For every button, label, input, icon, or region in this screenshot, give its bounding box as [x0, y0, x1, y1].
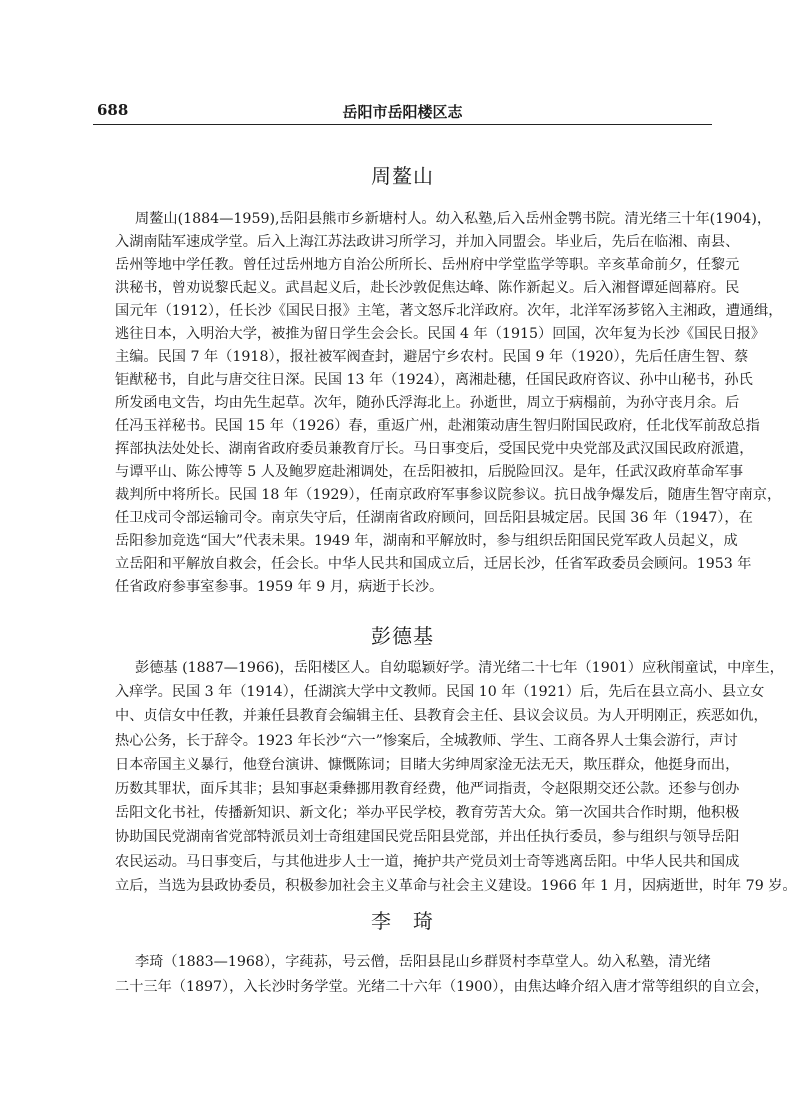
- text-line: 岳阳文化书社，传播新知识、新文化；举办平民学校，教育劳苦大众。第一次国共合作时期，他积极: [115, 805, 740, 822]
- text-line: 协助国民党湖南省党部特派员刘士奇组建国民党岳阳县党部，并出任执行委员，参与组织与领导岳阳: [115, 829, 740, 846]
- biography-title: 彭德基: [371, 624, 434, 648]
- text-line: 任省政府参事室参事。1959 年 9 月，病逝于长沙。: [115, 579, 444, 595]
- biography-title: 周鳌山: [371, 164, 434, 188]
- text-line: 中、贞信女中任教，并兼任县教育会编辑主任、县教育会主任、县议会议员。为人开明刚正，疾恶如仇，: [115, 708, 768, 725]
- text-line: 二十三年（1897），入长沙时务学堂。光绪二十六年（1900），由焦达峰介绍入唐才常等组织的自立会，: [115, 978, 769, 995]
- text-line: 裁判所中将所长。民国 18 年（1929），任南京政府军事参议院参议。抗日战争爆发后，随唐生智守南京，: [115, 487, 782, 503]
- biography-paragraph: [115, 656, 797, 898]
- text-line: 洪秘书，曾劝说黎氏起义。武昌起义后，赴长沙敦促焦达峰、陈作新起义。后入湘督谭延闿幕府。民: [115, 280, 740, 296]
- text-line: 逃往日本，入明治大学，被推为留日学生会会长。民国 4 年（1915）回国，次年复为长沙《国民日报》: [115, 326, 766, 342]
- text-line: 立岳阳和平解放自救会，任会长。中华人民共和国成立后，迁居长沙，任省军政委员会顾问。1953 年: [115, 556, 752, 572]
- text-line: 岳阳参加竞选“国大”代表未果。1949 年，湖南和平解放时，参与组织岳阳国民党军政人员起义，成: [115, 533, 738, 549]
- header-rule: [93, 124, 712, 125]
- biography-paragraph: [115, 208, 783, 599]
- text-line: 国元年（1912），任长沙《国民日报》主笔，著文怒斥北洋政府。次年，北洋军汤芗铭入主湘政，遭通缉，: [115, 303, 783, 319]
- text-line: 任冯玉祥秘书。民国 15 年（1926）春，重返广州，赴湘策动唐生智归附国民政府，任北伐军前敌总指: [115, 418, 760, 434]
- text-line: 入痒学。民国 3 年（1914），任湖滨大学中文教师。民国 10 年（1921）后，先后在县立高小、县立女: [115, 684, 765, 701]
- text-line: 任卫戍司令部运输司令。南京失守后，任湖南省政府顾问，回岳阳县城定居。民国 36 年（1947），在: [115, 510, 753, 526]
- text-line: 农民运动。马日事变后，与其他进步人士一道，掩护共产党员刘士奇等逃离岳阳。中华人民共和国成: [115, 853, 740, 870]
- book-title: 岳阳市岳阳楼区志: [342, 103, 463, 121]
- text-line: 李琦（1883—1968），字莼荪，号云僧，岳阳县昆山乡群贤村李草堂人。幼入私塾，清光绪: [135, 954, 711, 970]
- page-number: 688: [97, 101, 129, 119]
- text-line: 立后，当选为县政协委员，积极参加社会主义革命与社会主义建设。1966 年 1 月，因病逝世，时年 79 岁。: [115, 877, 797, 894]
- text-line: 彭德基 (1887—1966)，岳阳楼区人。自幼聪颖好学。清光绪二十七年（1901）应秋闱童试，中庠生，: [135, 660, 784, 676]
- text-line: 主编。民国 7 年（1918），报社被军阀查封，避居宁乡农村。民国 9 年（1920），先后任唐生智、蔡: [115, 349, 749, 365]
- text-line: 岳州等地中学任教。曾任过岳州地方自治公所所长、岳州府中学堂监学等职。辛亥革命前夕，任黎元: [115, 257, 740, 273]
- text-line: 入湖南陆军速成学堂。后入上海江苏法政讲习所学习，并加入同盟会。毕业后，先后在临湘、南县、: [115, 234, 740, 250]
- text-line: 与谭平山、陈公博等 5 人及鲍罗庭赴湘调处，在岳阳被扣，后脱险回汉。是年，任武汉政府革命军事: [115, 464, 744, 480]
- text-line: 日本帝国主义暴行，他登台演讲、慷慨陈词；目睹大劣绅周家淦无法无天，欺压群众，他挺身而出，: [115, 756, 740, 773]
- text-line: 挥部执法处处长、湖南省政府委员兼教育厅长。马日事变后，受国民党中央党部及武汉国民政府派遣，: [115, 441, 754, 457]
- biography-title: 李 琦: [371, 909, 434, 933]
- biography-paragraph: [115, 950, 769, 999]
- text-line: 周鳌山(1884—1959),岳阳县熊市乡新塘村人。幼入私塾,后入岳州金鹗书院。清光绪三十年(1904)，: [135, 211, 772, 227]
- text-line: 钜猷秘书，自此与唐交往日深。民国 13 年（1924），离湘赴穗，任国民政府咨议、孙中山秘书，孙氏: [115, 372, 753, 388]
- text-line: 历数其罪状，面斥其非；县知事赵秉彝挪用教育经费，他严词指责，令赵限期交还公款。还参与创办: [115, 780, 740, 797]
- text-line: 热心公务，长于辞令。1923 年长沙“六一”惨案后，全城教师、学生、工商各界人士集会游行，声讨: [115, 732, 738, 749]
- text-line: 所发函电文告，均由先生起草。次年，随孙氏浮海北上。孙逝世，周立于病榻前，为孙守丧月余。后: [115, 395, 740, 411]
